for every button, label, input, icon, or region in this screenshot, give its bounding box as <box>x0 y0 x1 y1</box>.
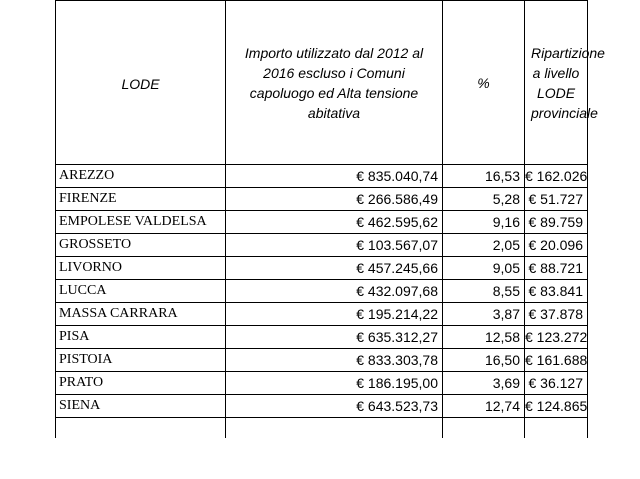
cell-importo: € 462.595,62 <box>226 211 443 234</box>
table-row <box>56 395 588 418</box>
cell-percent: 12,74 <box>443 395 525 418</box>
cell-lode: AREZZO <box>56 165 226 188</box>
header-percent <box>443 1 525 165</box>
header-lode <box>56 1 226 165</box>
table-row-empty <box>56 418 588 439</box>
cell-empty <box>56 418 226 439</box>
cell-percent: 3,87 <box>443 303 525 326</box>
cell-ripartizione: € 162.026 <box>525 165 588 188</box>
table-row <box>56 349 588 372</box>
table-row <box>56 303 588 326</box>
cell-percent: 2,05 <box>443 234 525 257</box>
cell-ripartizione: € 88.721 <box>525 257 588 280</box>
cell-lode: PISTOIA <box>56 349 226 372</box>
cell-lode: PISA <box>56 326 226 349</box>
table-row <box>56 372 588 395</box>
cell-importo: € 643.523,73 <box>226 395 443 418</box>
cell-percent: 12,58 <box>443 326 525 349</box>
header-lode-label: LODE <box>121 75 160 92</box>
table-header-row <box>56 1 588 165</box>
cell-empty <box>226 418 443 439</box>
cell-empty <box>525 418 588 439</box>
table-row <box>56 257 588 280</box>
cell-empty <box>443 418 525 439</box>
cell-ripartizione: € 161.688 <box>525 349 588 372</box>
table-row <box>56 326 588 349</box>
table-row <box>56 234 588 257</box>
allocation-table-sheet <box>55 0 605 438</box>
cell-importo: € 457.245,66 <box>226 257 443 280</box>
cell-percent: 3,69 <box>443 372 525 395</box>
cell-importo: € 195.214,22 <box>226 303 443 326</box>
cell-importo: € 266.586,49 <box>226 188 443 211</box>
cell-importo: € 103.567,07 <box>226 234 443 257</box>
cell-percent: 16,53 <box>443 165 525 188</box>
cell-ripartizione: € 123.272 <box>525 326 588 349</box>
cell-importo: € 833.303,78 <box>226 349 443 372</box>
cell-ripartizione: € 124.865 <box>525 395 588 418</box>
cell-ripartizione: € 20.096 <box>525 234 588 257</box>
cell-percent: 16,50 <box>443 349 525 372</box>
cell-ripartizione: € 51.727 <box>525 188 588 211</box>
cell-ripartizione: € 89.759 <box>525 211 588 234</box>
cell-percent: 9,16 <box>443 211 525 234</box>
cell-lode: FIRENZE <box>56 188 226 211</box>
cell-lode: PRATO <box>56 372 226 395</box>
header-ripartizione <box>525 1 605 165</box>
cell-lode: MASSA CARRARA <box>56 303 226 326</box>
cell-importo: € 186.195,00 <box>226 372 443 395</box>
table-row <box>56 165 588 188</box>
header-ripartizione-label: Ripartizione a livello LODE provinciale <box>531 44 605 121</box>
cell-lode: LIVORNO <box>56 257 226 280</box>
cell-ripartizione: € 36.127 <box>525 372 588 395</box>
cell-importo: € 635.312,27 <box>226 326 443 349</box>
header-percent-label: % <box>477 74 490 91</box>
lode-allocation-table <box>55 0 605 438</box>
table-row <box>56 280 588 303</box>
cell-ripartizione: € 83.841 <box>525 280 588 303</box>
cell-ripartizione: € 37.878 <box>525 303 588 326</box>
cell-percent: 9,05 <box>443 257 525 280</box>
cell-importo: € 835.040,74 <box>226 165 443 188</box>
cell-lode: SIENA <box>56 395 226 418</box>
cell-lode: EMPOLESE VALDELSA <box>56 211 226 234</box>
header-importo <box>226 1 443 165</box>
cell-lode: LUCCA <box>56 280 226 303</box>
cell-importo: € 432.097,68 <box>226 280 443 303</box>
table-row <box>56 211 588 234</box>
table-row <box>56 188 588 211</box>
cell-lode: GROSSETO <box>56 234 226 257</box>
cell-percent: 8,55 <box>443 280 525 303</box>
cell-percent: 5,28 <box>443 188 525 211</box>
header-importo-label: Importo utilizzato dal 2012 al 2016 escluso i Comuni capoluogo ed Alta tensione abitativa <box>244 44 424 121</box>
